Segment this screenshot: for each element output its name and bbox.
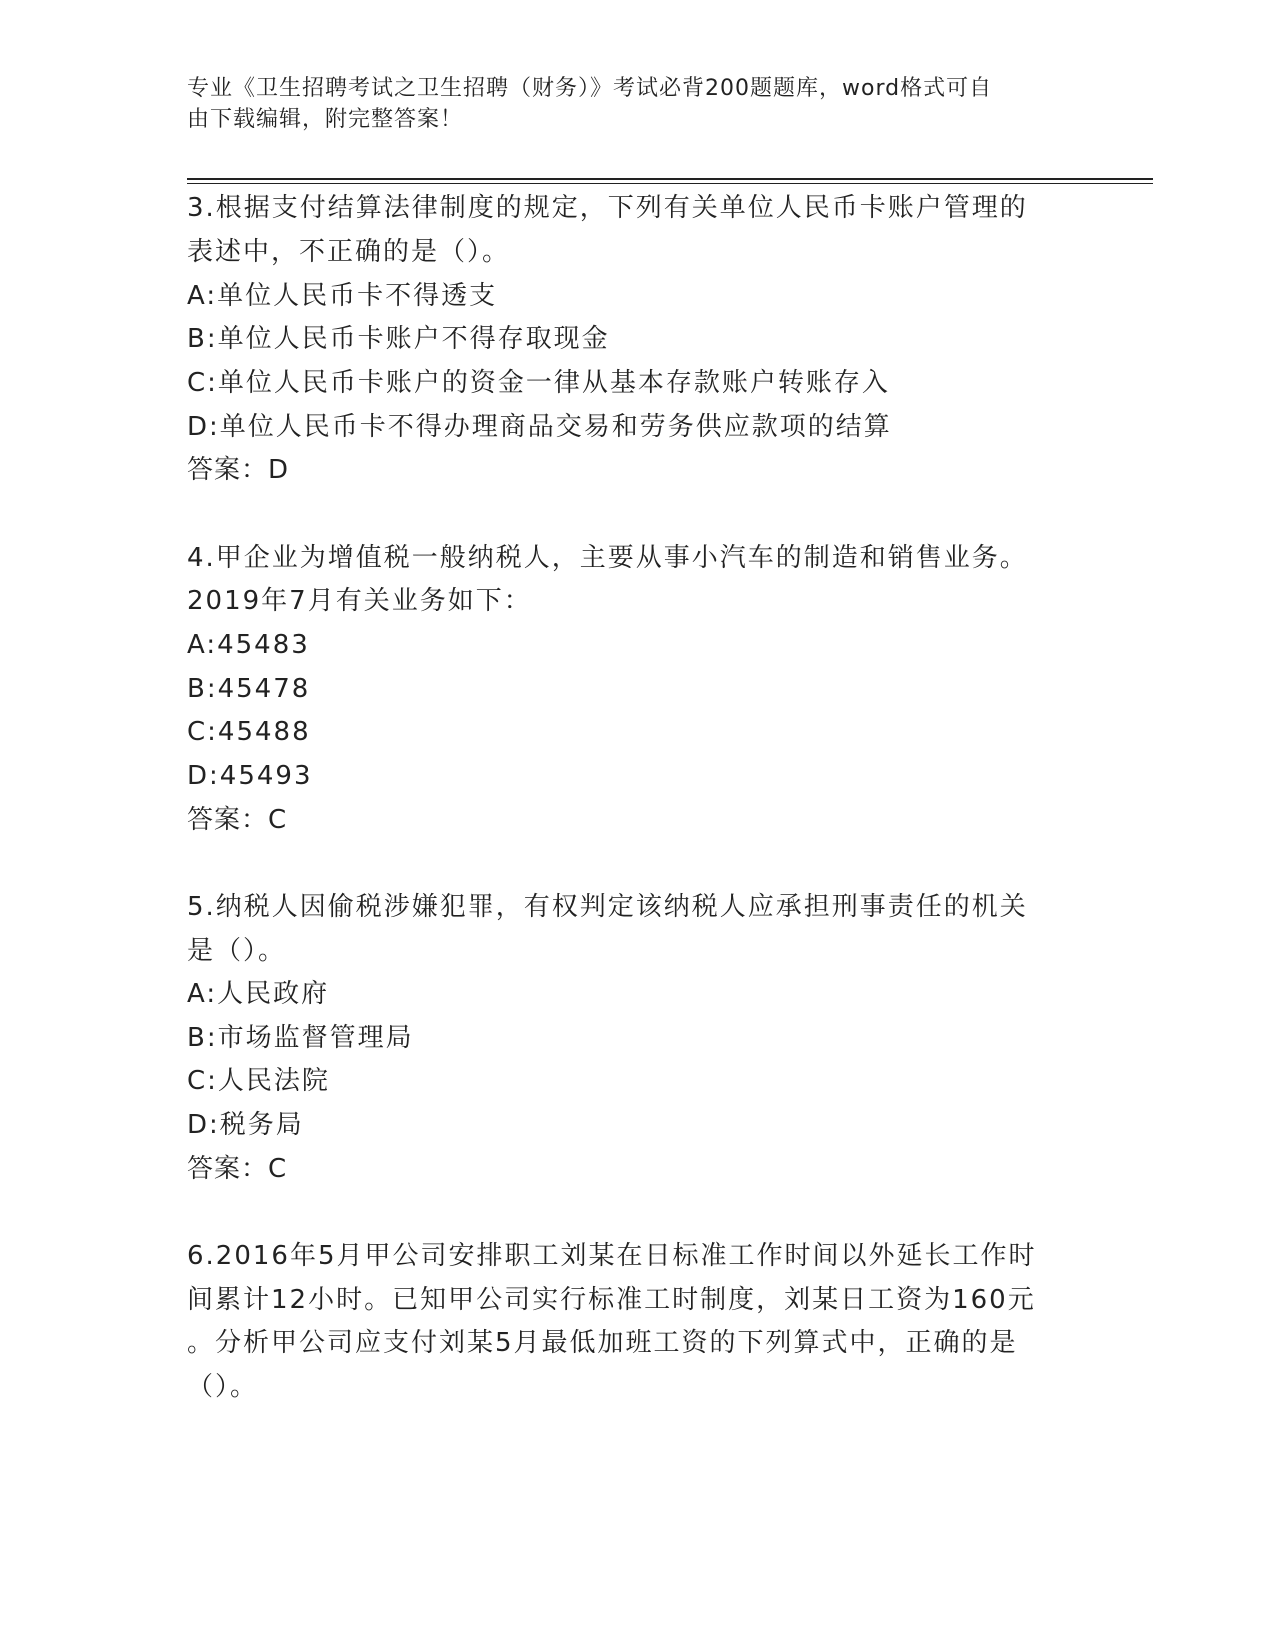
- question-5-answer: 答案：C: [187, 1154, 288, 1184]
- question-4-stem-line-2: 2019年7月有关业务如下：: [187, 586, 532, 616]
- header-line-1: 专业《卫生招聘考试之卫生招聘（财务）》考试必背200题题库，word格式可自: [187, 76, 993, 101]
- question-6-stem-line-4: （）。: [187, 1372, 259, 1402]
- header-line-2: 由下载编辑，附完整答案！: [187, 107, 464, 132]
- question-4-stem-line-1: 4.甲企业为增值税一般纳税人，主要从事小汽车的制造和销售业务。: [187, 543, 1028, 573]
- question-5-option-a: A:人民政府: [187, 979, 330, 1009]
- header-divider-thin: [187, 183, 1153, 184]
- question-3-option-d: D:单位人民币卡不得办理商品交易和劳务供应款项的结算: [187, 412, 892, 442]
- question-5-stem-line-1: 5.纳税人因偷税涉嫌犯罪，有权判定该纳税人应承担刑事责任的机关: [187, 892, 1028, 922]
- question-4-answer: 答案：C: [187, 805, 288, 835]
- question-4-option-c: C:45488: [187, 717, 311, 747]
- question-3-option-b: B:单位人民币卡账户不得存取现金: [187, 324, 610, 354]
- question-6-stem-line-3: 。分析甲公司应支付刘某5月最低加班工资的下列算式中，正确的是: [187, 1328, 1018, 1358]
- question-5-option-d: D:税务局: [187, 1110, 304, 1140]
- question-6-stem-line-2: 间累计12小时。已知甲公司实行标准工时制度，刘某日工资为160元: [187, 1285, 1036, 1315]
- question-5-stem-line-2: 是（）。: [187, 936, 287, 966]
- question-3-stem-line-1: 3.根据支付结算法律制度的规定，下列有关单位人民币卡账户管理的: [187, 193, 1028, 223]
- question-3-stem-line-2: 表述中，不正确的是（）。: [187, 237, 511, 267]
- question-3-option-c: C:单位人民币卡账户的资金一律从基本存款账户转账存入: [187, 368, 890, 398]
- question-3-option-a: A:单位人民币卡不得透支: [187, 281, 498, 311]
- question-4-option-a: A:45483: [187, 630, 310, 660]
- question-3-answer: 答案：D: [187, 455, 290, 485]
- document-header: [187, 73, 1067, 135]
- question-4-option-b: B:45478: [187, 674, 311, 704]
- question-5-option-c: C:人民法院: [187, 1066, 330, 1096]
- question-6-stem-line-1: 6.2016年5月甲公司安排职工刘某在日标准工作时间以外延长工作时: [187, 1241, 1037, 1271]
- question-5-option-b: B:市场监督管理局: [187, 1023, 414, 1053]
- question-4-option-d: D:45493: [187, 761, 313, 791]
- header-divider-thick: [187, 178, 1153, 180]
